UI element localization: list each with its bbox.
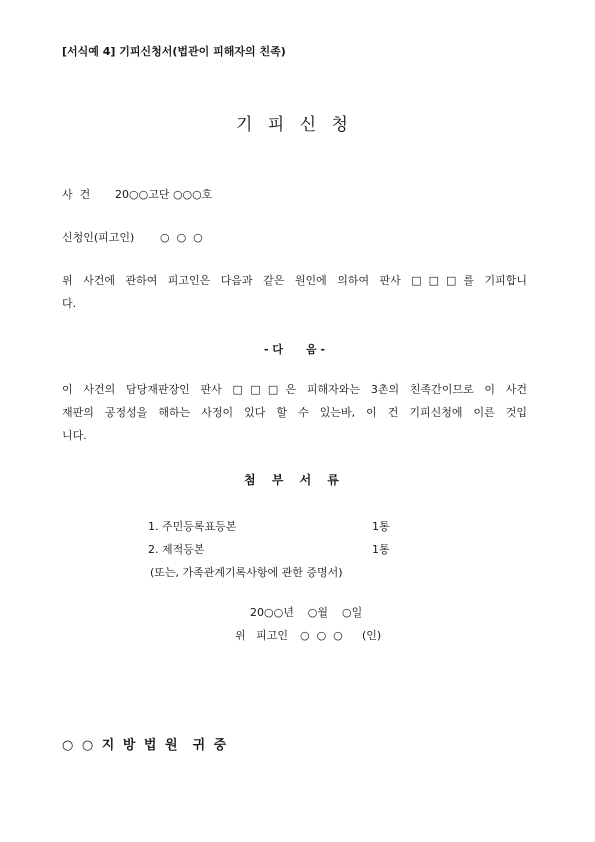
applicant-name: ○ ○ ○ [160,231,203,244]
attachment-label: 2. 제적등본 [148,543,205,556]
attachment-note: (또는, 가족관계기록사항에 관한 증명서) [150,566,343,579]
following-heading: - 다 음 - [263,343,326,356]
case-label: 사 건 [62,188,91,201]
attachment-label: 1. 주민등록표등본 [148,520,237,533]
case-number: 20○○고단 ○○○호 [115,188,213,201]
signer-name: ○ ○ ○ [300,629,343,642]
signer-seal: (인) [362,629,382,642]
attachments-heading: 첨 부 서 류 [244,473,345,487]
reason-line: 이 사건의 담당재판장인 판사 □□□은 피해자와는 3촌의 친족간이므로 이 사건 [62,383,527,396]
signer-label: 위 피고인 [235,629,288,642]
attachment-count: 1통 [372,543,390,556]
applicant-label: 신청인(피고인) [62,231,135,244]
reason-line: 니다. [62,429,87,442]
intro-paragraph [62,269,527,315]
document-title: 기 피 신 청 [236,115,353,135]
form-label: [서식예 4] 기피신청서(법관이 피해자의 친족) [62,45,286,58]
intro-line: 다. [62,297,77,310]
filing-date: 20○○년 ○월 ○일 [250,606,363,619]
court-addressee: ○ ○ 지 방 법 원 귀 중 [62,738,229,753]
attachment-count: 1통 [372,520,390,533]
intro-line: 위 사건에 관하여 피고인은 다음과 같은 원인에 의하여 판사 □□□를 기피합니 [62,274,527,287]
reason-paragraph [62,378,527,447]
reason-line: 재판의 공정성을 해하는 사정이 있다 할 수 있는바, 이 건 기피신청에 이른 것입 [62,406,527,419]
